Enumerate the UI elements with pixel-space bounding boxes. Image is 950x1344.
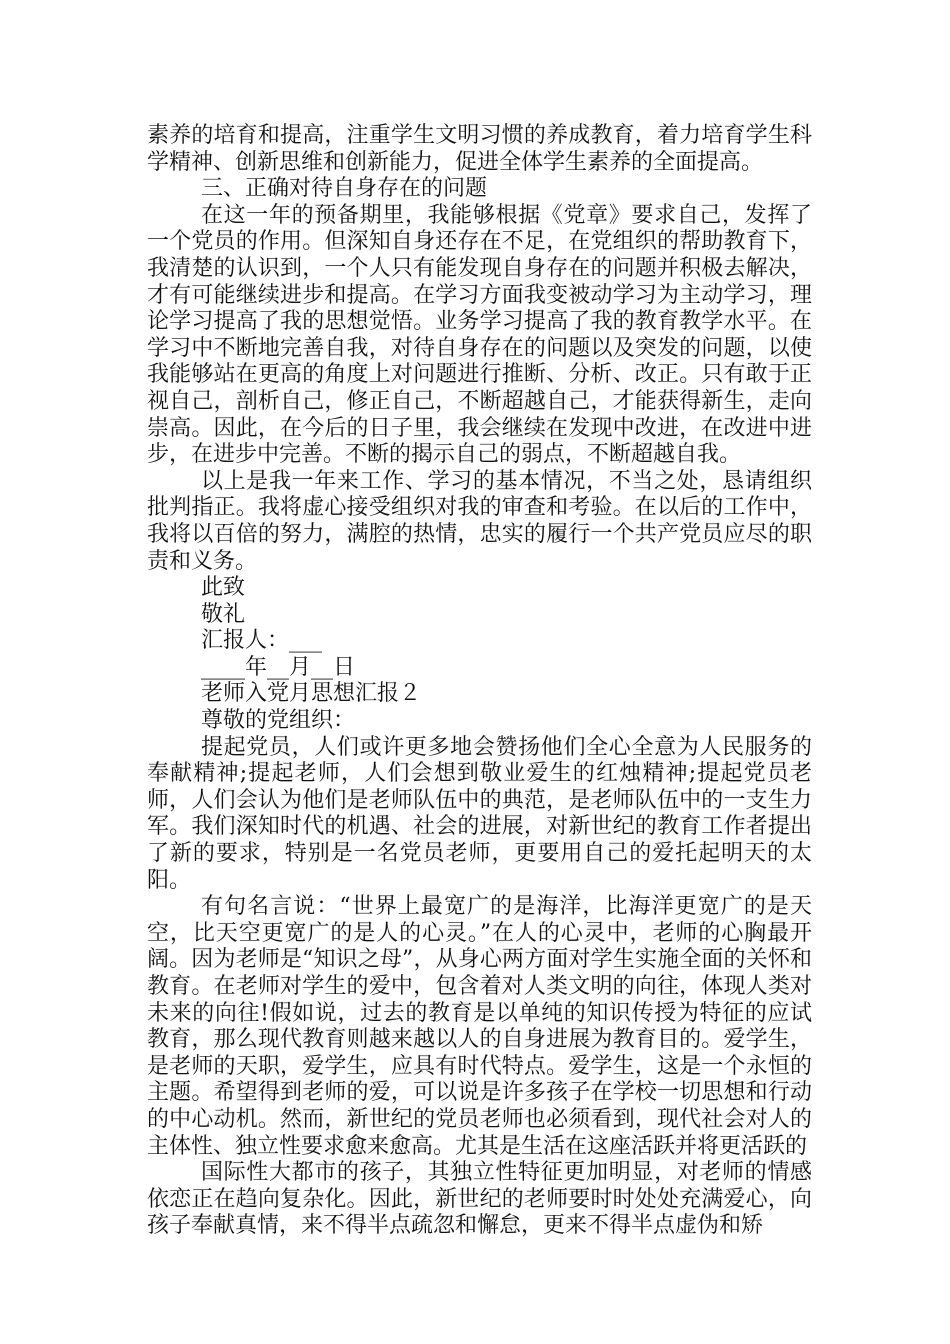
paragraph: 以上是我一年来工作、学习的基本情况，不当之处，恳请组织批判指正。我将虚心接受组织对我的审查和考验。在以后的工作中，我将以百倍的努力，满腔的热情，忠实的履行一个共产党员应尽的职责和义务。 xyxy=(147,468,812,574)
paragraph: 提起党员，人们或许更多地会赞扬他们全心全意为人民服务的奉献精神;提起老师，人们会想到敬业爱生的红烛精神;提起党员老师，人们会认为他们是老师队伍中的典范，是老师队伍中的一支生力军。我们深知时代的机遇、社会的进展，对新世纪的教育工作者提出了新的要求，特别是一名党员老师，更要用自己的爱托起明天的太阳。 xyxy=(147,734,812,893)
paragraph: 国际性大都市的孩子，其独立性特征更加明显，对老师的情感依恋正在趋向复杂化。因此，新世纪的老师要时时处处充满爱心，向孩子奉献真情，来不得半点疏忽和懈怠，更来不得半点虚伪和矫 xyxy=(147,1160,812,1239)
paragraph: 有句名言说：“世界上最宽广的是海洋，比海洋更宽广的是天空，比天空更宽广的是人的心灵。”在人的心灵中，老师的心胸最开阔。因为老师是“知识之母”，从身心两方面对学生实施全面的关怀和教育。在老师对学生的爱中，包含着对人类文明的向往，体现人类对未来的向往!假如说，过去的教育是以单纯的知识传授为特征的应试教育，那么现代教育则越来越以人的自身进展为教育目的。爱学生，是老师的天职，爱学生，应具有时代特点。爱学生，这是一个永恒的主题。希望得到老师的爱，可以说是许多孩子在学校一切思想和行动的中心动机。然而，新世纪的党员老师也必须看到，现代社会对人的主体性、独立性要求愈来愈高。尤其是生活在这座活跃并将更活跃的 xyxy=(147,894,812,1159)
section-heading: 三、正确对待自身存在的问题 xyxy=(201,176,488,202)
closing-salutation: 此致 xyxy=(201,575,246,601)
greeting: 尊敬的党组织： xyxy=(201,708,356,734)
paragraph: 在这一年的预备期里，我能够根据《党章》要求自己，发挥了一个党员的作用。但深知自身还存在不足，在党组织的帮助教育下，我清楚的认识到，一个人只有能发现自身存在的问题并积极去解决，才有可能继续进步和提高。在学习方面我变被动学习为主动学习，理论学习提高了我的思想觉悟。业务学习提高了我的教育教学水平。在学习中不断地完善自我，对待自身存在的问题以及突发的问题，以使我能够站在更高的角度上对问题进行推断、分析、改正。只有敢于正视自己，剖析自己，修正自己，不断超越自己，才能获得新生，走向崇高。因此，在今后的日子里，我会继续在发现中改进，在改进中进步，在进步中完善。不断的揭示自己的弱点，不断超越自我。 xyxy=(147,202,812,468)
closing-salutation: 敬礼 xyxy=(201,601,246,627)
reporter-line: 汇报人：___ xyxy=(201,628,323,654)
document-body xyxy=(147,123,812,1240)
document-title: 老师入党月思想汇报２ xyxy=(201,681,422,707)
paragraph: 素养的培育和提高，注重学生文明习惯的养成教育，着力培育学生科学精神、创新思维和创新能力，促进全体学生素养的全面提高。 xyxy=(147,123,812,175)
date-line: ____年__月__日 xyxy=(201,654,356,680)
